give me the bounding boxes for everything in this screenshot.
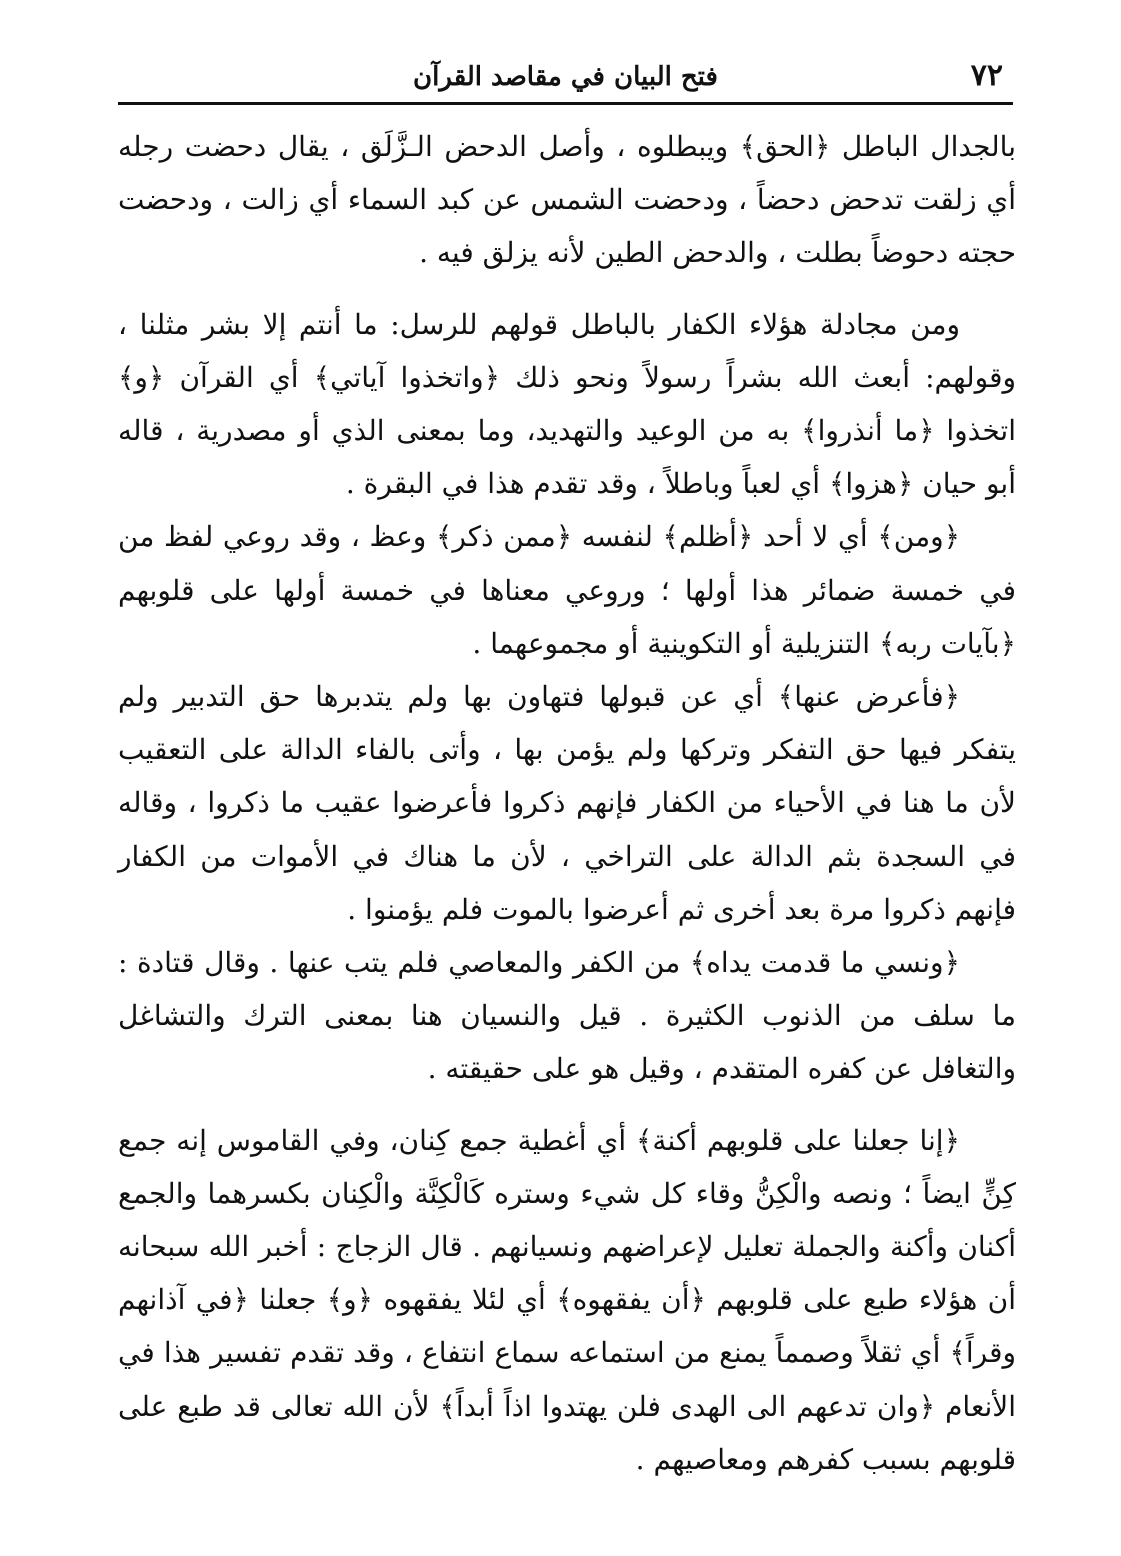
paragraph: ﴿إنا جعلنا على قلوبهم أكنة﴾ أي أغطية جمع كِنان، وفي القاموس إنه جمع كِنٍّ ايضاً ؛ ونصه والْكِنُّ وقاء كل شيء وستره كَالْكِنَّة والْكِنان بكسرهما والجمع أكنان وأكنة والجملة تعليل لإعراضهم ونسيانهم . قال الزجاج : أخبر الله سبحانه أن هؤلاء طبع على قلوبهم ﴿أن يفقهوه﴾ أي لئلا يفقهوه ﴿و﴾ جعلنا ﴿في آذانهم وقراً﴾ أي ثقلاً وصمماً يمنع من استماعه سماع انتفاع ، وقد تقدم تفسير هذا في الأنعام ﴿وان تدعهم الى الهدى فلن يهتدوا اذاً أبداً﴾ لأن الله تعالى قد طبع على قلوبهم بسبب كفرهم ومعاصيهم .	[118, 1123, 1016, 1476]
page-number: ٧٢	[970, 58, 1003, 93]
body-text	[118, 120, 1016, 1486]
paragraph: ﴿ومن﴾ أي لا أحد ﴿أظلم﴾ لنفسه ﴿ممن ذكر﴾ وعظ ، وقد روعي لفظ من في خمسة ضمائر هذا أولها ؛ وروعي معناها في خمسة أولها على قلوبهم ﴿بآيات ربه﴾ التنزيلية أو التكوينية أو مجموعهما .	[118, 520, 1016, 660]
paragraph: بالجدال الباطل ﴿الحق﴾ ويبطلوه ، وأصل الدحض الـزَّلَق ، يقال دحضت رجله أي زلقت تدحض دحضاً ، ودحضت الشمس عن كبد السماء أي زالت ، ودحضت حجته دحوضاً بطلت ، والدحض الطين لأنه يزلق فيه .	[118, 130, 1016, 270]
paragraph: ومن مجادلة هؤلاء الكفار بالباطل قولهم للرسل: ما أنتم إلا بشر مثلنا ، وقولهم: أبعث الله بشراً رسولاً ونحو ذلك ﴿واتخذوا آياتي﴾ أي القرآن ﴿و﴾ اتخذوا ﴿ما أنذروا﴾ به من الوعيد والتهديد، وما بمعنى الذي أو مصدرية ، قاله أبو حيان ﴿هزوا﴾ أي لعباً وباطلاً ، وقد تقدم هذا في البقرة .	[118, 307, 1016, 501]
running-title: فتح البيان في مقاصد القرآن	[413, 62, 718, 92]
running-header	[118, 50, 1013, 105]
paragraph: ﴿فأعرض عنها﴾ أي عن قبولها فتهاون بها ولم يتدبرها حق التدبير ولم يتفكر فيها حق التفكر وتركها ولم يؤمن بها ، وأتى بالفاء الدالة على التعقيب لأن ما هنا في الأحياء من الكفار فإنهم ذكروا فأعرضوا عقيب ما ذكروا ، وقاله في السجدة بثم الدالة على التراخي ، لأن ما هناك في الأموات من الكفار فإنهم ذكروا مرة بعد أخرى ثم أعرضوا بالموت فلم يؤمنوا .	[118, 680, 1016, 926]
paragraph: ﴿ونسي ما قدمت يداه﴾ من الكفر والمعاصي فلم يتب عنها . وقال قتادة : ما سلف من الذنوب الكثيرة . قيل والنسيان هنا بمعنى الترك والتشاغل والتغافل عن كفره المتقدم ، وقيل هو على حقيقته .	[118, 946, 1016, 1086]
